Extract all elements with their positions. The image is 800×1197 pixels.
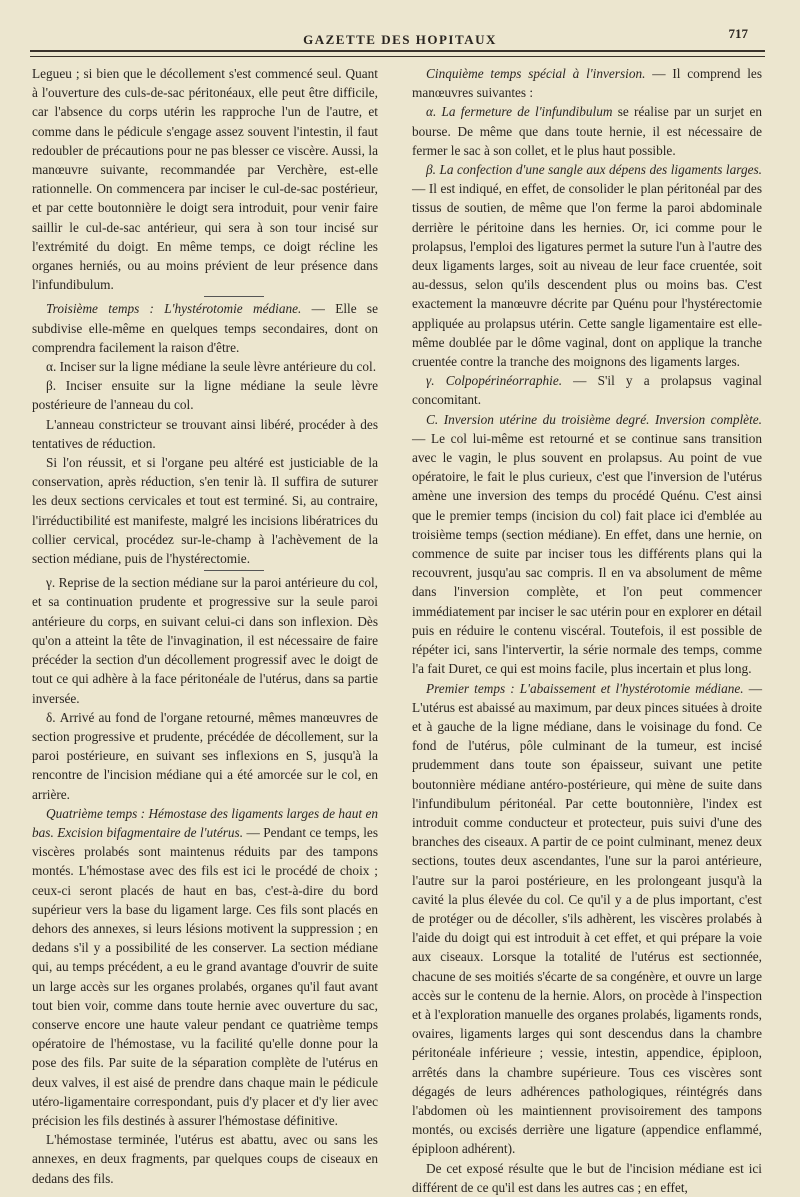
right-column [412,64,762,1197]
paragraph [412,160,762,371]
paragraph: β. Inciser ensuite sur la ligne médiane la seule lèvre postérieure de l'anneau du col. [32,378,378,413]
paragraph-text: — S'il y a prolapsus vaginal concomitant. [412,373,762,408]
paragraph-text: — Il est indiqué, en effet, de consolider le plan péritonéal par des tissus de soutien, de même que l'on ferme la paroi abdominale derrière le péritoine dans les hernies. Or, ici comme pour le prolapsus, l'emploi des ligatures permet la suture l'un à l'autre des deux ligaments larges, soit au niveau de leur face cruentée, soit au-dessus, selon qu'ils descendent plus ou moins bas. C'est exactement la manœuvre décrite par Quénu pour l'hystérectomie appliquée au prolapsus utérin. Cette sangle ligamentaire est elle-même doublée par le dôme vaginal, dont on applique la tranche cruentée contre la tranche des moignons des ligaments larges. [412,181,762,370]
paragraph [32,804,378,1130]
paragraph: L'hémostase terminée, l'utérus est abattu, avec ou sans les annexes, en deux fragments, par quelques coups de ciseaux en dedans des fils. [32,1132,378,1186]
paragraph: γ. Reprise de la section médiane sur la paroi antérieure du col, et sa continuation prudente et progressive sur la seule paroi antérieure du corps, en suivant celui-ci dans son inflexion. Dès qu'on a atteint la tête de l'invagination, il est nécessaire de faire précéder la section d'un décollement progressif avec le doigt de tout ce qui adhère à la face péritonéale de l'utérus, dans sa partie inversée. [32,575,378,706]
paragraph [412,102,762,160]
paragraph [412,410,762,679]
paragraph: δ. Arrivé au fond de l'organe retourné, mêmes manœuvres de section progressive et prudente, précédée de décollement, sur la paroi postérieure, en suivant ses inflexions en S, jusqu'à la rencontre de l'incision médiane qui a été amorcée sur le col, en arrière. [32,709,378,802]
paragraph-text: — Elle se subdivise elle-même en quelques temps secondaires, dont on comprendra facilement la raison d'être. [32,301,378,355]
section-heading: γ. Colpopérinéorraphie. [426,373,563,389]
header-rule-thick [30,50,765,52]
paragraph-text: — Le col lui-même est retourné et se continue sans transition avec le vagin, le plus souvent en prolapsus. Au point de vue opératoire, le fait le plus curieux, c'est que l'inversion de l'utérus amène une inversion des temps du procédé Quénu. C'est ainsi que le premier temps (incision du col) fait place ici d'emblée au troisième temps (section médiane). En effet, dans une hernie, on commence de suite par inciser tous les différents plans qui la recouvrent, jusqu'au sac compris. Il en va absolument de même dans l'inversion complète, et l'on peut commencer immédiatement par inciser le sac utérin pour en explorer en détail puis en réduire le contenu viscéral. Toutefois, il est possible de répéter ici, sans l'intervertir, la série normale des temps, comme l'a fait Duret, ce qui est moins facile, plus incertain et plus long. [412,430,762,677]
paragraph-text: — L'utérus est abaissé au maximum, par deux pinces situées à droite et à gauche de la ligne médiane, dans le voisinage du fond. Ce fond de l'utérus, pôle culminant de la tumeur, est incisé prudemment dans toute son épaisseur, suivant une petite boutonnière médiane antéro-postérieure, qui mène de suite dans l'infundibulum péritonéal. Par cette boutonnière, l'index est introduit comme conducteur et protecteur, puis suivi d'une des branches des ciseaux. A partir de ce point culminant, menez deux sections, toutes deux ascendantes, l'une sur la paroi antérieure, l'autre sur la paroi postérieure, en les prolongeant jusqu'à la cavité la plus élevée du col. Ce qu'il y a de plus important, c'est de protéger ou de décoller, s'ils adhèrent, les viscères prolabés à l'aide du doigt qui est introduit à cet effet, et qui prépare la voie aux ciseaux. Lorsque la totalité de l'utérus est sectionnée, chacune de ses moitiés s'écarte de sa congénère, et ouvre un large accès sur le contenu de la hernie. Alors, on procède à l'inspection et à l'exploration manuelle des organes prolabés, ligaments ronds, ovaires, ligaments larges qui sont descendus dans la chambre péritonéale inférieure ; vessie, intestin, appendice, épiploon, arrêtés dans la chambre supérieure. Tous ces viscères sont dégagés de leurs adhérences pathologiques, réintégrés dans l'abdomen où les maintiennent provisoirement des tampons montés, ou excisés derrière une ligature (appendice enflammé, épiploon adhérent). [412,680,762,1157]
section-heading: β. La confection d'une sangle aux dépens des ligaments larges. [426,162,762,178]
paragraph: Si l'on réussit, et si l'organe peu altéré est justiciable de la conservation, après réduction, s'en tenir là. Il suffira de suturer les deux sections cervicales et tout est terminé. Si, au contraire, l'irréductibilité est manifeste, malgré les incisions libératrices du collier cervical, procédez sur-le-champ à l'achèvement de la section médiane, puis de l'hystérectomie. [32,455,378,567]
journal-title: GAZETTE DES HOPITAUX [303,32,497,47]
section-heading: C. Inversion utérine du troisième degré. Inversion complète. [426,411,762,427]
paragraph [32,299,378,357]
separator-line [204,296,264,297]
section-heading: Cinquième temps spécial à l'inversion. [426,66,646,81]
paragraph: L'anneau constricteur se trouvant ainsi libéré, procéder à des tentatives de réduction. [32,416,378,451]
section-heading: α. La fermeture de l'infundibulum [426,104,613,120]
header-rule-thin [30,56,765,57]
section-heading: Quatrième temps : Hémostase des ligaments larges de haut en bas. Excision bifagmentaire de l'utérus. [32,805,378,840]
left-column [32,64,378,1188]
paragraph-text: — Il comprend les manœuvres suivantes : [412,66,762,101]
paragraph [412,371,762,409]
page-number: 717 [728,26,748,41]
section-heading: Troisième temps : L'hystérotomie médiane. [46,301,302,317]
paragraph-text: — Pendant ce temps, les viscères prolabés sont maintenus réduits par des tampons montés. L'hémostase avec des fils est ici le procédé de choix ; ceux-ci seront placés de haut en bas, c'est-à-dire du bord supérieur vers la base du ligament large. Ces fils sont placés en dehors des annexes, si leurs lésions motivent la suppression ; en dedans s'il y a possibilité de les conserver. La section médiane qui, au temps précédent, a eu le grand avantage d'ouvrir de suite un large accès sur les organes prolabés, organes qu'il faut avant tout bien voir, comme dans toute hernie avec ouverture du sac, conserve encore une haute valeur pendant ce quatrième temps opératoire de l'hémostase, vu la facilité qu'elle donne pour la pose des fils. Par suite de la séparation complète de l'utérus en deux valves, il est aisé de prendre dans chaque main le pédicule utéro-ligamentaire correspondant, puis d'y placer et d'y lier avec précision les fils destinés à assurer l'hémostase définitive. [32,824,379,1128]
paragraph: Legueu ; si bien que le décollement s'est commencé seul. Quant à l'ouverture des culs-de-sac péritonéaux, elle peut être difficile, car l'absence du corps utérin les rapproche l'un de l'autre, et comme dans le pédicule s'engage assez souvent l'intestin, il faut redoubler de précautions pour ne pas blesser ce viscère. Aussi, la manœuvre suivante, recommandée par Verchère, est-elle rationnelle. On commencera par inciser le cul-de-sac postérieur, et par cette boutonnière le doigt sera introduit, pour venir faire saillir le cul-de-sac antérieur, qui sera à son tour incisé sur l'extrémité du doigt. En même temps, ce doigt récline les organes herniés, ou au moins prévient de leur présence dans l'infundibulum. [32,66,378,293]
paragraph [412,679,762,1159]
section-heading: Premier temps : L'abaissement et l'hystérotomie médiane. [426,680,744,696]
paragraph: De cet exposé résulte que le but de l'incision médiane est ici différent de ce qu'il est dans les autres cas ; en effet, [412,1160,762,1195]
page-header [0,26,800,48]
paragraph: α. Inciser sur la ligne médiane la seule lèvre antérieure du col. [46,359,377,375]
separator-line [204,570,264,571]
paragraph-text: se réalise par un surjet en bourse. De même que dans toute hernie, il est nécessaire de fermer le sac à son collet, et le plus haut possible. [412,104,762,158]
paragraph [412,64,762,102]
